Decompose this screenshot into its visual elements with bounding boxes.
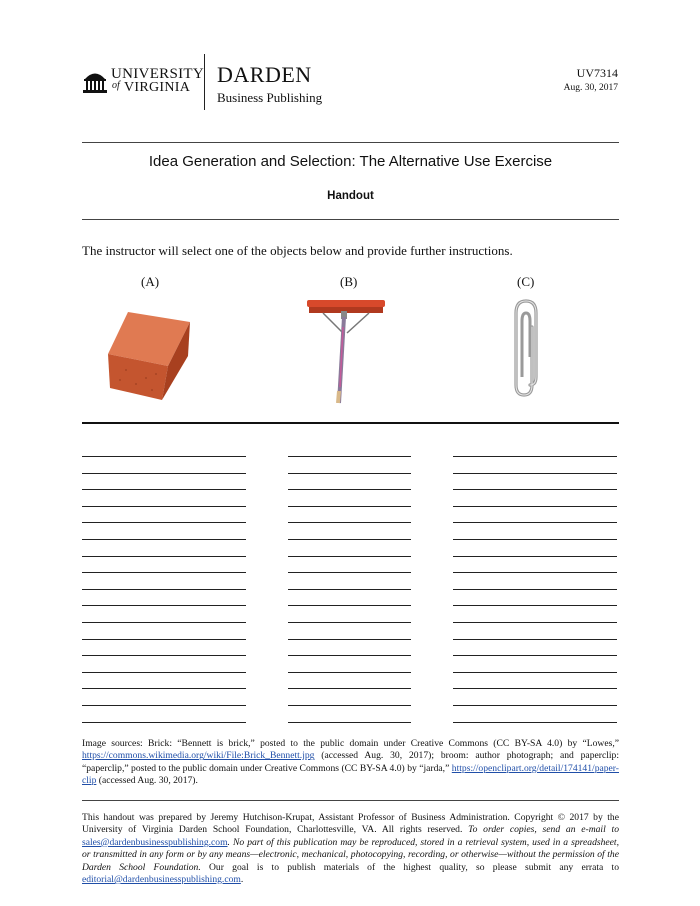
- answer-line: [82, 506, 246, 507]
- answer-line: [82, 456, 246, 457]
- answer-line: [82, 655, 246, 656]
- answer-line: [453, 572, 617, 573]
- answer-line: [82, 639, 246, 640]
- brick-image: [106, 308, 192, 403]
- answer-line: [82, 722, 246, 723]
- answer-line: [82, 572, 246, 573]
- answer-line: [82, 622, 246, 623]
- answer-line: [453, 489, 617, 490]
- answer-line: [288, 556, 411, 557]
- answer-line: [453, 556, 617, 557]
- answer-line: [453, 672, 617, 673]
- answer-line: [82, 705, 246, 706]
- footer-text-3: .: [240, 874, 244, 886]
- answer-line: [288, 572, 411, 573]
- footer-italic-1: To order copies, send an e-mail to: [468, 824, 619, 836]
- answer-line: [288, 672, 411, 673]
- broom-image: [303, 297, 389, 405]
- answer-line: [453, 655, 617, 656]
- answer-line: [453, 456, 617, 457]
- sources-link-paperclip[interactable]: https://openclipart.org/detail/174141/paper-clip: [82, 762, 619, 787]
- label-c: (C): [517, 274, 535, 289]
- image-sources: [82, 738, 619, 788]
- header-rule: [82, 142, 619, 143]
- answer-line: [82, 522, 246, 523]
- answer-line: [82, 539, 246, 540]
- answer-line: [453, 639, 617, 640]
- answer-line: [453, 589, 617, 590]
- answer-line: [288, 605, 411, 606]
- sources-text-1: Image sources: Brick: “Bennett is brick,” posted to the public domain under Creative Commons (CC BY-SA 4.0) by “Lowes,”: [82, 738, 619, 749]
- answer-line: [453, 722, 617, 723]
- answer-line: [82, 489, 246, 490]
- page-subtitle: Handout: [327, 190, 374, 202]
- uva-line2: VIRGINIA: [124, 80, 191, 95]
- answer-line: [288, 705, 411, 706]
- answer-line: [453, 522, 617, 523]
- instructions-text: The instructor will select one of the objects below and provide further instructions.: [82, 243, 513, 258]
- darden-logo: [204, 54, 322, 110]
- answer-line: [288, 522, 411, 523]
- answer-line: [82, 605, 246, 606]
- answer-line: [288, 539, 411, 540]
- sources-text-3: (accessed Aug. 30, 2017).: [96, 775, 198, 787]
- uva-of: of: [112, 80, 120, 91]
- footer-link-sales[interactable]: sales@dardenbusinesspublishing.com: [82, 836, 228, 848]
- paperclip-image: [508, 297, 544, 399]
- answer-line: [288, 489, 411, 490]
- answer-line: [453, 473, 617, 474]
- answer-line: [453, 688, 617, 689]
- rotunda-icon: [82, 68, 108, 94]
- answer-line: [82, 688, 246, 689]
- document-id: [564, 66, 618, 93]
- answer-line: [288, 506, 411, 507]
- footer-link-editorial[interactable]: editorial@dardenbusinesspublishing.com: [82, 874, 241, 886]
- title-rule: [82, 219, 619, 220]
- darden-subtitle: Business Publishing: [217, 90, 323, 105]
- footer-italic-2: . No part of this publication may be reproduced, stored in a retrieval system, used in a spreadsheet, or transmitted in any form or by any means—electronic, mechanical, photocopying, recording, or otherwise—without the permission of the Darden School Foundation.: [82, 836, 619, 873]
- darden-title: DARDEN: [217, 62, 312, 87]
- label-a: (A): [141, 274, 160, 289]
- page-title: Idea Generation and Selection: The Alternative Use Exercise: [148, 153, 553, 170]
- answer-line: [288, 722, 411, 723]
- uva-logo: [82, 66, 204, 98]
- answer-line: [288, 655, 411, 656]
- sources-link-brick[interactable]: https://commons.wikimedia.org/wiki/File:Brick_Bennett.jpg: [82, 750, 315, 762]
- answer-line: [288, 688, 411, 689]
- uva-line1: UNIVERSITY: [111, 66, 204, 82]
- sources-text-2: (accessed Aug. 30, 2017); broom: author photograph; and paperclip: “paperclip,” posted to the public domain under Creative Commons (CC BY-SA 4.0) by “jarda,”: [82, 750, 619, 774]
- footer-rule: [82, 800, 619, 801]
- answer-line: [453, 622, 617, 623]
- answer-line: [82, 556, 246, 557]
- label-b: (B): [340, 274, 358, 289]
- answer-line: [453, 605, 617, 606]
- answer-line: [288, 639, 411, 640]
- answer-line: [288, 589, 411, 590]
- copyright-footer: [82, 812, 619, 886]
- answer-line: [453, 506, 617, 507]
- answer-line: [82, 589, 246, 590]
- answer-line: [288, 456, 411, 457]
- answer-line: [453, 539, 617, 540]
- section-divider: [82, 422, 619, 424]
- doc-number: UV7314: [576, 66, 618, 80]
- answer-line: [288, 622, 411, 623]
- footer-text-2: Our goal is to publish materials of the highest quality, so please submit any errata to: [200, 861, 620, 873]
- answer-line: [288, 473, 411, 474]
- answer-line: [453, 705, 617, 706]
- answer-line: [82, 473, 246, 474]
- answer-line: [82, 672, 246, 673]
- footer-text-1: This handout was prepared by Jeremy Hutchison-Krupat, Assistant Professor of Business Administration. Copyright © 2017 by the University of Virginia Darden School Foundation, Charlottesville, VA. All rights reserved.: [82, 812, 619, 836]
- doc-date: Aug. 30, 2017: [563, 83, 618, 93]
